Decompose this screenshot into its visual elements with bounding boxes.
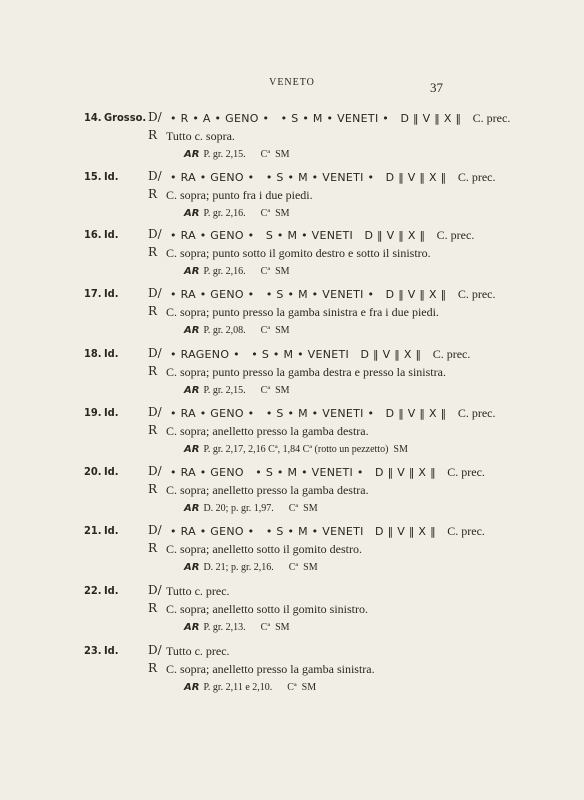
reverse-symbol: R [148, 482, 158, 496]
weight-collection: P. gr. 2,15. Cª SM [203, 385, 290, 396]
reverse-description: C. sopra; punto sotto il gomito destro e sotto il sinistro. [166, 246, 431, 260]
reverse-symbol: R [148, 661, 158, 675]
weight-collection: D. 20; p. gr. 1,97. Cª SM [203, 503, 318, 514]
metal-symbol: AR [184, 562, 200, 573]
obverse-legend-text: • R • A • GENO • • S • M • VENETI • D ‖ V ‖ X ‖ [170, 112, 462, 125]
obverse-legend [170, 111, 510, 126]
denomination: Id. [104, 644, 119, 657]
reverse-description: C. sopra; anelletto presso la gamba destra. [166, 483, 369, 497]
metal-weight-info [184, 622, 290, 633]
metal-symbol: AR [184, 208, 200, 219]
obverse-symbol: D/ [148, 169, 162, 183]
reverse-symbol: R [148, 304, 158, 318]
obverse-note: C. prec. [472, 111, 511, 125]
metal-symbol: AR [184, 149, 200, 160]
entry-19 [0, 406, 584, 466]
reverse-description: C. sopra; anelletto sotto il gomito destro. [166, 542, 362, 556]
metal-weight-info [184, 562, 318, 573]
metal-weight-info [184, 503, 318, 514]
metal-symbol: AR [184, 682, 200, 693]
metal-symbol: AR [184, 622, 200, 633]
entry-21 [0, 524, 584, 584]
entry-number: 18. [84, 347, 102, 360]
obverse-symbol: D/ [148, 227, 162, 241]
weight-collection: P. gr. 2,11 e 2,10. Cª SM [203, 682, 317, 693]
entry-number: 20. [84, 465, 102, 478]
entry-20 [0, 465, 584, 525]
denomination: Grosso. [104, 111, 147, 124]
obverse-note: C. prec. [447, 465, 485, 479]
metal-symbol: AR [184, 444, 200, 455]
weight-collection: P. gr. 2,08. Cª SM [203, 325, 290, 336]
entry-number: 16. [84, 228, 102, 241]
obverse-legend [170, 524, 485, 539]
entry-number: 23. [84, 644, 102, 657]
weight-collection: P. gr. 2,15. Cª SM [203, 149, 290, 160]
entry-number: 19. [84, 406, 102, 419]
denomination: Id. [104, 465, 119, 478]
entry-14 [0, 111, 584, 171]
reverse-symbol: R [148, 364, 158, 378]
entry-16 [0, 228, 584, 288]
reverse-symbol: R [148, 187, 158, 201]
metal-weight-info [184, 385, 290, 396]
denomination: Id. [104, 524, 119, 537]
entry-15 [0, 170, 584, 230]
metal-weight-info [184, 444, 408, 455]
metal-weight-info [184, 149, 290, 160]
reverse-description: C. sopra; anelletto presso la gamba sinistra. [166, 662, 375, 676]
metal-weight-info [184, 325, 290, 336]
entry-22 [0, 584, 584, 644]
entry-23 [0, 644, 584, 704]
obverse-legend-text: • RA • GENO • • S • M • VENETI • D ‖ V ‖ X ‖ [170, 171, 447, 184]
page-number: 37 [430, 80, 443, 95]
reverse-symbol: R [148, 601, 158, 615]
entry-number: 15. [84, 170, 102, 183]
obverse-legend [170, 170, 496, 185]
metal-weight-info [184, 266, 290, 277]
obverse-legend [170, 406, 496, 421]
denomination: Id. [104, 406, 119, 419]
obverse-symbol: D/ [148, 643, 162, 657]
obverse-legend-text: • RA • GENO • • S • M • VENETI D ‖ V ‖ X ‖ [170, 525, 436, 538]
reverse-symbol: R [148, 245, 158, 259]
entry-number: 21. [84, 524, 102, 537]
obverse-legend [170, 228, 474, 243]
denomination: Id. [104, 584, 119, 597]
entry-17 [0, 287, 584, 347]
running-head: VENETO [269, 77, 315, 88]
denomination: Id. [104, 347, 119, 360]
obverse-symbol: D/ [148, 286, 162, 300]
reverse-description: C. sopra; anelletto sotto il gomito sinistro. [166, 602, 368, 616]
reverse-symbol: R [148, 423, 158, 437]
weight-collection: P. gr. 2,16. Cª SM [203, 208, 290, 219]
entry-number: 14. [84, 111, 102, 124]
obverse-legend [170, 347, 470, 362]
reverse-description: Tutto c. sopra. [166, 129, 235, 143]
denomination: Id. [104, 228, 119, 241]
obverse-symbol: D/ [148, 583, 162, 597]
obverse-legend-text: • RA • GENO • • S • M • VENETI • D ‖ V ‖ X ‖ [170, 407, 447, 420]
weight-collection: P. gr. 2,17, 2,16 Cª, 1,84 Cª (rotto un pezzetto) SM [203, 444, 408, 455]
reverse-symbol: R [148, 541, 158, 555]
obverse-symbol: D/ [148, 110, 162, 124]
entry-number: 17. [84, 287, 102, 300]
obverse-symbol: D/ [148, 523, 162, 537]
obverse-legend [170, 287, 496, 302]
reverse-description: C. sopra; punto fra i due piedi. [166, 188, 313, 202]
obverse-note: C. prec. [457, 170, 496, 184]
entry-number: 22. [84, 584, 102, 597]
obverse-note: C. prec. [436, 228, 475, 242]
obverse-legend-text: • RA • GENO • S • M • VENETI • D ‖ V ‖ X ‖ [170, 466, 436, 479]
metal-weight-info [184, 208, 290, 219]
obverse-legend-text: • RAGENO • • S • M • VENETI D ‖ V ‖ X ‖ [170, 348, 422, 361]
metal-symbol: AR [184, 266, 200, 277]
obverse-note: C. prec. [457, 287, 496, 301]
obverse-note: C. prec. [457, 406, 496, 420]
obverse-symbol: D/ [148, 405, 162, 419]
metal-symbol: AR [184, 503, 200, 514]
obverse-legend-text: • RA • GENO • S • M • VENETI D ‖ V ‖ X ‖ [170, 229, 426, 242]
reverse-description: C. sopra; punto presso la gamba sinistra e fra i due piedi. [166, 305, 439, 319]
weight-collection: P. gr. 2,16. Cª SM [203, 266, 290, 277]
entry-18 [0, 347, 584, 407]
weight-collection: P. gr. 2,13. Cª SM [203, 622, 290, 633]
obverse-note: C. prec. [447, 524, 485, 538]
obverse-description: Tutto c. prec. [166, 584, 230, 598]
obverse-symbol: D/ [148, 346, 162, 360]
obverse-symbol: D/ [148, 464, 162, 478]
obverse-description: Tutto c. prec. [166, 644, 230, 658]
reverse-description: C. sopra; punto presso la gamba destra e presso la sinistra. [166, 365, 446, 379]
denomination: Id. [104, 170, 119, 183]
obverse-note: C. prec. [432, 347, 471, 361]
metal-symbol: AR [184, 325, 200, 336]
reverse-symbol: R [148, 128, 158, 142]
metal-symbol: AR [184, 385, 200, 396]
obverse-legend [170, 465, 485, 480]
denomination: Id. [104, 287, 119, 300]
metal-weight-info [184, 682, 316, 693]
reverse-description: C. sopra; anelletto presso la gamba destra. [166, 424, 369, 438]
weight-collection: D. 21; p. gr. 2,16. Cª SM [203, 562, 318, 573]
obverse-legend-text: • RA • GENO • • S • M • VENETI • D ‖ V ‖ X ‖ [170, 288, 447, 301]
